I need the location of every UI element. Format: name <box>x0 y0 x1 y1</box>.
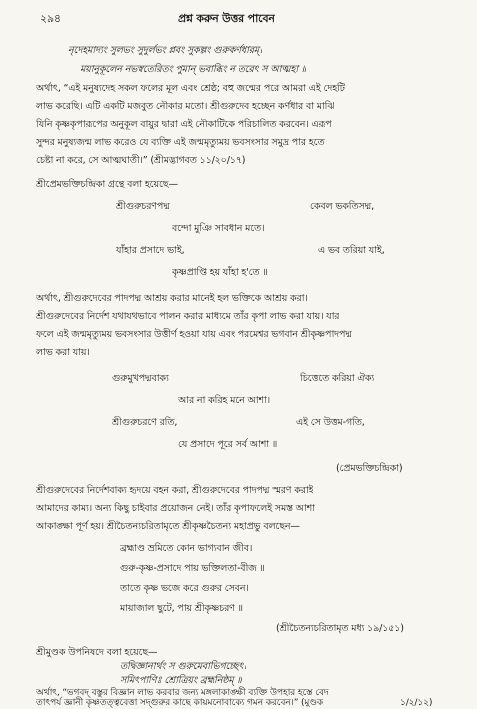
poem-line: তাতে কৃষ্ণ ভজে করে গুরুর সেবন। <box>120 583 249 594</box>
poem-line: শ্রীগুরুচরণে রতি, <box>112 417 178 428</box>
paragraph-line: ১/২/১২) <box>400 697 433 708</box>
section-intro: শ্রীমুণ্ডক উপনিষদে বলা হয়েছে— <box>36 647 158 658</box>
paragraph-line: চেষ্টা না করে, সে আত্মঘাতী।” (শ্রীমদ্ভাগবত ১১/২০/১৭) <box>36 155 246 166</box>
poem-line: যে প্রসাদে পূরে সর্ব আশা ॥ <box>178 439 278 450</box>
page-number: ২৯৪ <box>40 12 61 25</box>
paragraph-line: ফলে এই জন্মমৃত্যুময় ভবসংসার উত্তীর্ণ হওয়া যায় এবং পরমেশ্বর ভগবান শ্রীকৃষ্ণপাদপদ্ম <box>36 329 352 340</box>
paragraph-line: শ্রীগুরুদেবের নির্দেশ যথাযথভাবে পালন করার মাধ্যমে তাঁর কৃপা লাভ করা যায়। যার <box>36 311 340 322</box>
paragraph-line: অর্থাৎ, “এই মনুষ্যদেহ সকল ফলের মূল এবং শ্রেষ্ঠ; বহু জন্মের পরে আমরা এই দেহটি <box>36 83 345 94</box>
verse-line: তদ্বিজ্ঞানার্থং স গুরুমেবাভিগচ্ছেৎ। <box>120 661 247 672</box>
verse-line: নৃদেহমাদ্যং সুলভং সুদুর্লভং প্লবং সুকল্পং গুরুকর্ণধারম্। <box>68 45 263 56</box>
poem-line: গুরুমুখপদ্মবাক্য <box>112 373 169 384</box>
poem-line: ব্রহ্মাণ্ড ভ্রমিতে কোন ভাগ্যবান জীব। <box>120 543 253 554</box>
poem-line: মায়াজাল ছুটে, পায় শ্রীকৃষ্ণচরণ ॥ <box>120 603 243 614</box>
poem-line: বন্দো মুঞি সাবধান মতে। <box>172 223 265 234</box>
poem-line: আর না করিহ মনে আশা। <box>178 395 270 406</box>
poem-line: চিত্তেতে করিয়া ঐক্য <box>300 373 375 384</box>
poem-line: কেবল ভকতিসদ্ম, <box>310 201 375 212</box>
poem-line: গুরু-কৃষ্ণ-প্রসাদে পায় ভক্তিলতা-বীজ ॥ <box>120 563 265 574</box>
paragraph-line: যিনি কৃষ্ণকৃপারূপের অনুকূল বায়ুর দ্বারা এই নৌকাটিকে পরিচালিত করবেন। এরূপ <box>36 119 332 130</box>
poem-line: শ্রীগুরুচরণপদ্ম <box>116 201 170 212</box>
poem-source: (প্রেমভক্তিচন্দ্রিকা) <box>336 463 403 474</box>
paragraph-line: অর্থাৎ, শ্রীগুরুদেবের পাদপদ্ম আশ্রয় করার মানেই হল ভক্তিকে আশ্রয় করা। <box>36 293 308 304</box>
page-header-title: প্রশ্ন করুন উত্তর পাবেন <box>178 12 275 25</box>
paragraph-line: আকাঙ্ক্ষা পূর্ণ হয়। শ্রীচৈতন্যচরিতামৃতে শ্রীকৃষ্ণচৈতন্য মহাপ্রভু বলছেন— <box>36 521 300 532</box>
paragraph-line: লাভ করেছি। এটি একটি মজবুত নৌকার মতো। শ্রীগুরুদেব হচ্ছেন কর্ণধার বা মাঝি <box>36 101 335 112</box>
poem-line: যাঁহার প্রসাদে ভাই, <box>116 245 185 256</box>
poem-line: এ ভব তরিয়া যাই, <box>318 245 385 256</box>
paragraph-line: লাভ করা যায়। <box>36 347 90 358</box>
poem-source: (শ্রীচৈতন্যচরিতামৃত মধ্য ১৯/১৫১) <box>276 623 404 634</box>
paragraph-line: শ্রীগুরুদেবের নির্দেশবাক্য হৃদয়ে বহন করা, শ্রীগুরুদেবের পাদপদ্ম স্মরণ করাই <box>36 485 314 496</box>
paragraph-line: আমাদের কাম্য। অন্য কিছু চাইবার প্রয়োজন নেই। তাঁর কৃপাফলেই সমস্ত আশা <box>36 503 315 514</box>
paragraph-line: সুন্দর মনুষ্যজন্ম লাভ করেও যে ব্যক্তি এই জন্মমৃত্যুময় ভবসংসার সমুদ্র পার হতে <box>36 137 325 148</box>
paragraph-line: তাৎপর্য জ্ঞানী কৃষ্ণতত্ত্ববেত্তা সদ্গুরুর কাছে কায়মনোবাক্যে গমন করবেন।” (মুণ্ডক <box>36 697 324 708</box>
paragraph-line: অর্থাৎ, “ভগবদ্ বস্তুর বিজ্ঞান লাভ করবার জন্য মঙ্গলাকাঙ্ক্ষী ব্যক্তি উপহার হস্তে বেদ <box>36 687 329 698</box>
verse-line: ময়ানুকূলেন নভস্বতেরিতং পুমান্ ভবাব্ধিং ন তরেৎ স আত্মহা ॥ <box>80 64 307 75</box>
section-intro: শ্রীপ্রেমভক্তিচন্দ্রিকা গ্রন্থে বলা হয়েছে— <box>36 179 178 190</box>
poem-line: এই সে উত্তম-গতি, <box>296 417 365 428</box>
verse-line: সমিৎপাণিঃ শ্রোত্রিয়ং ব্রহ্মনিষ্ঠম্ ॥ <box>120 675 242 686</box>
poem-line: কৃষ্ণপ্রাপ্তি হয় যাঁহা হ'তে ॥ <box>172 267 268 278</box>
